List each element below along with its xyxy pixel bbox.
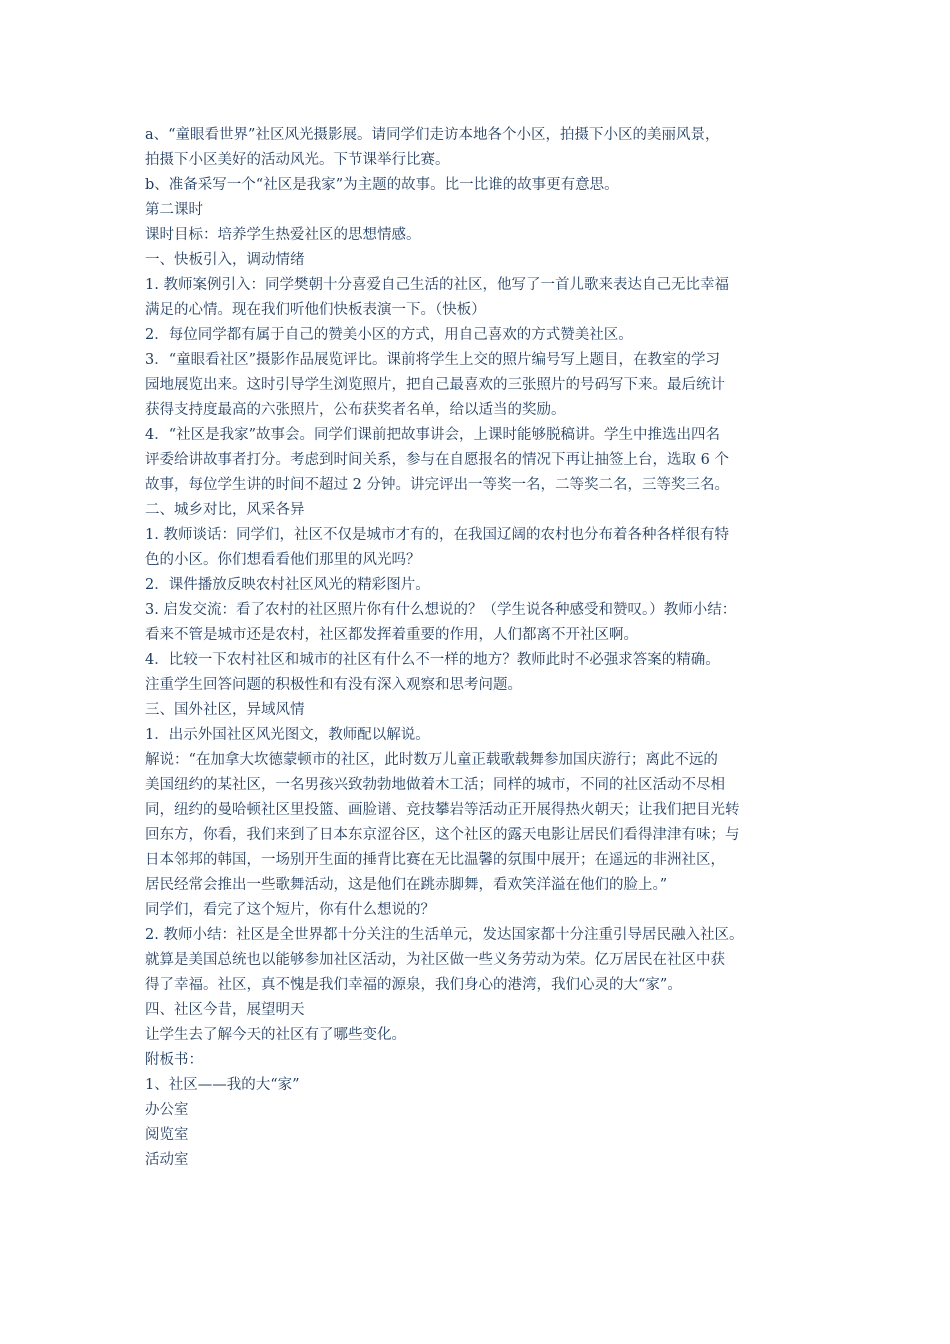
text-line: 4．“社区是我家”故事会。同学们课前把故事讲会，上课时能够脱稿讲。学生中推选出四名 <box>145 427 721 443</box>
text-line: 园地展览出来。这时引导学生浏览照片，把自己最喜欢的三张照片的号码写下来。最后统计 <box>145 377 725 393</box>
text-line: 拍摄下小区美好的活动风光。下节课举行比赛。 <box>145 152 450 168</box>
text-line: 获得支持度最高的六张照片，公布获奖者名单，给以适当的奖励。 <box>145 402 566 418</box>
section-heading: 四、社区今昔，展望明天 <box>145 1002 305 1018</box>
text-line: 美国纽约的某社区，一名男孩兴致勃勃地做着木工活；同样的城市，不同的社区活动不尽相 <box>145 777 725 793</box>
text-line: 2. 教师小结：社区是全世界都十分关注的生活单元，发达国家都十分注重引导居民融入社区。 <box>145 927 744 943</box>
text-line: 3. 启发交流：看了农村的社区照片你有什么想说的？（学生说各种感受和赞叹。）教师小结： <box>145 602 737 618</box>
text-line: 1、社区——我的大“家” <box>145 1077 300 1093</box>
section-heading: 第二课时 <box>145 202 203 218</box>
text-line: 3．“童眼看社区”摄影作品展览评比。课前将学生上交的照片编号写上题目，在教室的学习 <box>145 352 721 368</box>
text-line: 看来不管是城市还是农村，社区都发挥着重要的作用，人们都离不开社区啊。 <box>145 627 638 643</box>
text-line: 注重学生回答问题的积极性和有没有深入观察和思考问题。 <box>145 677 522 693</box>
text-line: 评委给讲故事者打分。考虑到时间关系，参与在自愿报名的情况下再让抽签上台，选取 6 个 <box>145 452 729 468</box>
text-line: 同，纽约的曼哈顿社区里投篮、画脸谱、竞技攀岩等活动正开展得热火朝天；让我们把目光转 <box>145 802 740 818</box>
text-line: 1. 教师谈话：同学们，社区不仅是城市才有的，在我国辽阔的农村也分布着各种各样很有特 <box>145 527 729 543</box>
text-line: 就算是美国总统也以能够参加社区活动，为社区做一些义务劳动为荣。亿万居民在社区中获 <box>145 952 725 968</box>
text-line: 日本邻邦的韩国，一场别开生面的捶背比赛在无比温馨的氛围中展开；在遥远的非洲社区， <box>145 852 725 868</box>
section-heading: 二、城乡对比，风采各异 <box>145 502 305 518</box>
text-line: 1．出示外国社区风光图文，教师配以解说。 <box>145 727 430 743</box>
text-line: 同学们，看完了这个短片，你有什么想说的？ <box>145 902 435 918</box>
text-line: a、“童眼看世界”社区风光摄影展。请同学们走访本地各个小区，拍摄下小区的美丽风景， <box>145 127 720 143</box>
text-line: 课时目标：培养学生热爱社区的思想情感。 <box>145 227 421 243</box>
section-heading: 一、快板引入，调动情绪 <box>145 252 305 268</box>
text-line: 居民经常会推出一些歌舞活动，这是他们在跳赤脚舞，看欢笑洋溢在他们的脸上。” <box>145 877 668 893</box>
text-line: b、准备采写一个“社区是我家”为主题的故事。比一比谁的故事更有意思。 <box>145 177 619 193</box>
text-line: 阅览室 <box>145 1127 189 1143</box>
text-line: 1. 教师案例引入：同学樊朝十分喜爱自己生活的社区，他写了一首儿歌来表达自己无比幸福 <box>145 277 729 293</box>
text-line: 2．每位同学都有属于自己的赞美小区的方式，用自己喜欢的方式赞美社区。 <box>145 327 633 343</box>
text-line: 2．课件播放反映农村社区风光的精彩图片。 <box>145 577 430 593</box>
text-line: 让学生去了解今天的社区有了哪些变化。 <box>145 1027 406 1043</box>
text-line: 附板书： <box>145 1052 203 1068</box>
text-line: 回东方，你看，我们来到了日本东京涩谷区，这个社区的露天电影让居民们看得津津有味；与 <box>145 827 740 843</box>
text-line: 色的小区。你们想看看他们那里的风光吗？ <box>145 552 421 568</box>
text-line: 活动室 <box>145 1152 189 1168</box>
text-line: 解说：“在加拿大坎德蒙顿市的社区，此时数万儿童正载歌载舞参加国庆游行；离此不远的 <box>145 752 718 768</box>
section-heading: 三、国外社区，异域风情 <box>145 702 305 718</box>
text-line: 办公室 <box>145 1102 189 1118</box>
text-line: 满足的心情。现在我们听他们快板表演一下。（快板） <box>145 302 486 318</box>
document-body <box>145 123 825 1173</box>
text-line: 4．比较一下农村社区和城市的社区有什么不一样的地方？教师此时不必强求答案的精确。 <box>145 652 720 668</box>
text-line: 故事，每位学生讲的时间不超过 2 分钟。讲完评出一等奖一名，二等奖二名，三等奖三名。 <box>145 477 729 493</box>
text-line: 得了幸福。社区，真不愧是我们幸福的源泉，我们身心的港湾，我们心灵的大“家”。 <box>145 977 682 993</box>
